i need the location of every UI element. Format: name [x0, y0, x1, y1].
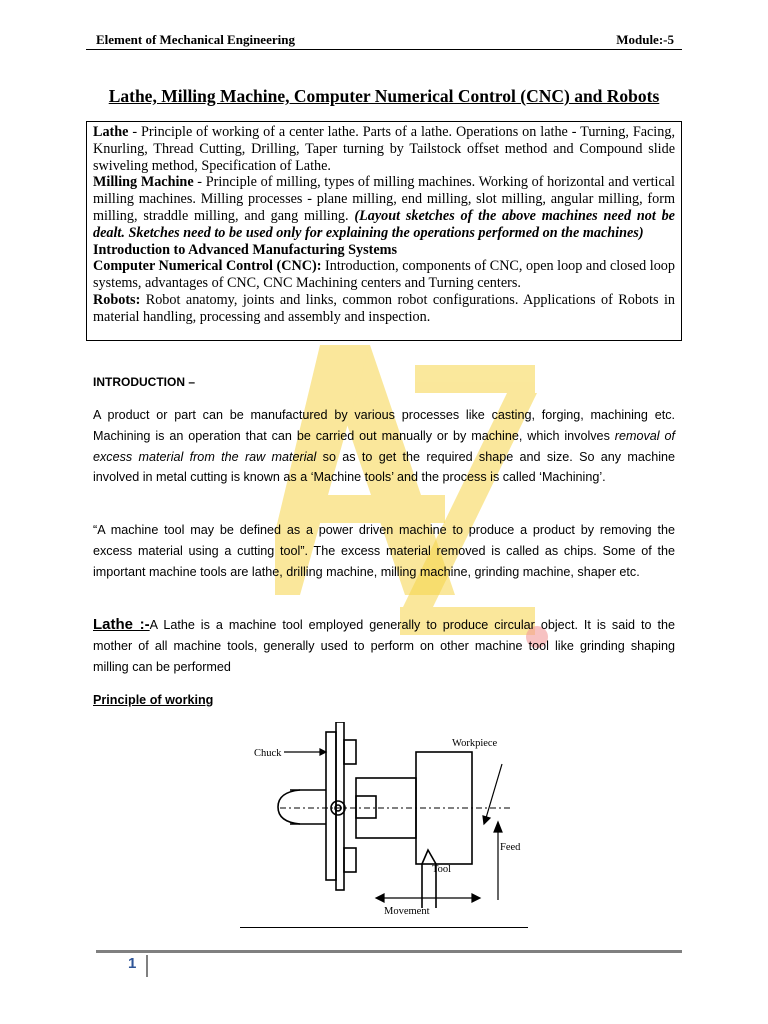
intro-p1-end: so as to get the required shape and size. So any machine involved in metal cutting is known as a ‘Machine tools’ and the process is called ‘Machining’. — [93, 449, 676, 485]
intro-paragraph-1 — [93, 405, 675, 488]
syllabus-cnc-text: Introduction, components of CNC, open loop and closed loop systems, advantages of CNC, CNC Machining centers and Turning centers. — [93, 258, 675, 292]
intro-paragraph-2: “A machine tool may be defined as a power driven machine to produce a product by removing the excess material using a cutting tool”. The excess material removed is called as chips. Some of the important machine tools are lathe, drilling machine, milling machine, grinding machine, shaper etc. — [93, 523, 675, 579]
header-rule — [86, 49, 682, 50]
syllabus-cnc-label: Computer Numerical Control (CNC): — [93, 258, 322, 275]
page-number: 1 — [128, 955, 137, 972]
principle-heading: Principle of working — [93, 693, 214, 707]
footer-rule — [96, 950, 682, 953]
page-title: Lathe, Milling Machine, Computer Numerical Control (CNC) and Robots — [108, 86, 660, 106]
lathe-term: Lathe :- — [93, 616, 150, 633]
label-tool: Tool — [432, 864, 452, 875]
figure-baseline — [240, 927, 528, 928]
syllabus-lathe — [93, 124, 675, 174]
label-chuck: Chuck — [254, 748, 282, 759]
syllabus-advanced-heading: Introduction to Advanced Manufacturing Systems — [93, 241, 398, 258]
header-course-title: Element of Mechanical Engineering — [96, 32, 295, 47]
syllabus-robots — [93, 292, 675, 326]
intro-p1-italic: removal of excess material from the raw material — [93, 428, 675, 464]
introduction-heading: INTRODUCTION – — [93, 375, 195, 389]
syllabus-milling-note: (Layout sketches of the above machines need not be dealt. Sketches need to be used only for explaining the operations performed on the machines) — [93, 207, 675, 241]
label-workpiece: Workpiece — [452, 738, 498, 749]
lathe-paragraph — [93, 615, 675, 677]
syllabus-box — [86, 121, 682, 341]
syllabus-milling-label: Milling Machine — [93, 174, 194, 191]
lathe-principle-figure — [240, 722, 530, 924]
watermark-logo — [275, 345, 565, 655]
syllabus-milling — [93, 174, 675, 241]
syllabus-cnc — [93, 258, 675, 292]
syllabus-robots-text: Robot anatomy, joints and links, common robot configurations. Applications of Robots in material handling, processing and assembly and inspection. — [93, 291, 675, 325]
syllabus-milling-text: - Principle of milling, types of milling machines. Working of horizontal and vertical milling machines. Milling processes - plane milling, end milling, slot milling, angular milling, form milling, straddle milling, and gang milling. — [93, 174, 675, 224]
syllabus-robots-label: Robots: — [93, 291, 141, 308]
page-number-divider — [146, 955, 148, 977]
syllabus-lathe-text: - Principle of working of a center lathe. Parts of a lathe. Operations on lathe - Turning, Facing, Knurling, Thread Cutting, Drilling, Taper turning by Tailstock offset method and Compound slide swiveling method, Specification of Lathe. — [93, 124, 675, 174]
header-module: Module:-5 — [616, 32, 674, 47]
intro-p1-start: A product or part can be manufactured by various processes like casting, forging, machining etc. Machining is an operation that can be carried out manually or by machine, which involves — [93, 408, 675, 443]
label-feed: Feed — [500, 842, 521, 853]
syllabus-advanced — [93, 242, 675, 259]
syllabus-lathe-label: Lathe — [93, 124, 129, 140]
lathe-definition: A Lathe is a machine tool employed generally to produce circular object. It is said to the mother of all machine tools, generally used to perform on other machine tool like grinding shaping milling can be performed — [93, 618, 675, 674]
label-movement: Movement — [384, 906, 430, 917]
